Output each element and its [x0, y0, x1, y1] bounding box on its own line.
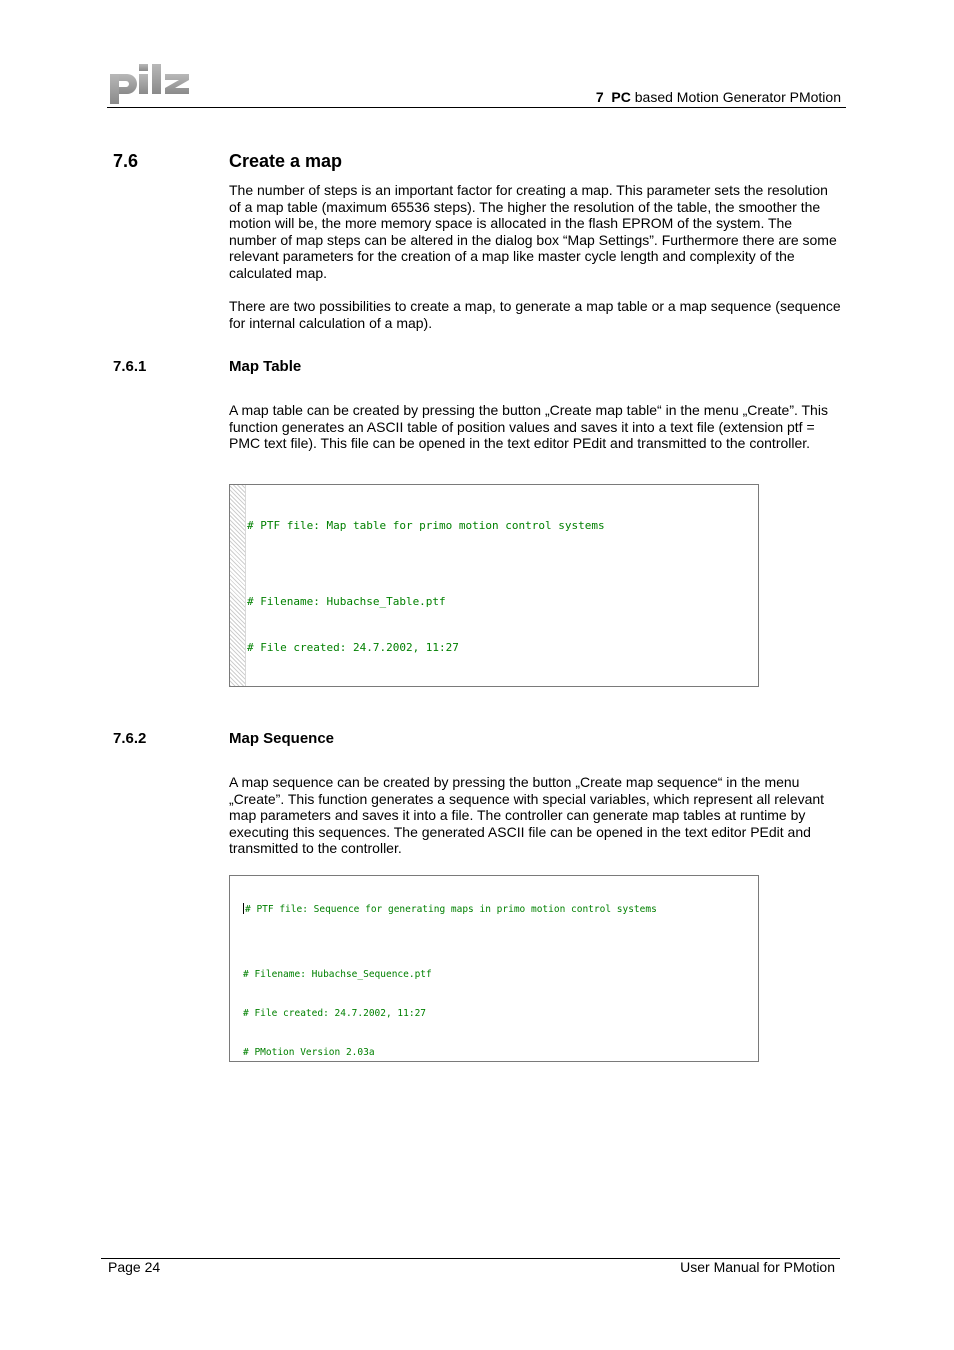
subsection-number: 7.6.2 [113, 730, 147, 747]
code-lines [247, 487, 605, 687]
manual-title: User Manual for PMotion [680, 1259, 835, 1275]
text-cursor [243, 903, 244, 914]
code-lines [243, 877, 657, 1062]
code-line: # PTF file: Map table for primo motion control systems [247, 518, 605, 532]
code-line [243, 903, 657, 916]
section-number: 7.6 [113, 151, 139, 171]
header-rule [107, 107, 846, 108]
header-chapter-title [460, 89, 841, 105]
editor-gutter [230, 485, 246, 686]
section-body [229, 182, 841, 331]
code-line [247, 686, 605, 687]
subsection-title: Map Sequence [229, 730, 335, 747]
section-paragraph: There are two possibilities to create a map, to generate a map table or a map sequence (sequence for internal calculation of a map). [229, 298, 841, 331]
chapter-number: 7 [595, 89, 604, 105]
map-sequence-paragraph: A map sequence can be created by pressing the button „Create map sequence“ in the menu „Create”. This function generates a sequence with special variables, which represent all relevant map parameters and saves it into a file. The controller can generate map tables at runtime by executing this sequences. The generated ASCII file can be opened in the text editor PEdit and transmitted to the controller. [229, 774, 825, 857]
map-table-body [229, 402, 841, 452]
map-table-code-screenshot [229, 484, 759, 687]
code-line: # File created: 24.7.2002, 11:27 [243, 1008, 427, 1019]
code-line: # File created: 24.7.2002, 11:27 [247, 640, 459, 654]
subsection-title: Map Table [229, 358, 302, 375]
section-paragraph: The number of steps is an important factor for creating a map. This parameter sets the resolution of a map table (maximum 65536 steps). The higher the resolution of the table, the smoother the motion will be, the more memory space is allocated in the flash EPROM of the system. The number of map steps can be altered in the dialog box “Map Settings”. Furthermore there are some relevant parameters for the creation of a map like master cycle length and complexity of the calculated map. [229, 182, 837, 281]
map-table-paragraph: A map table can be created by pressing the button „Create map table“ in the menu „Create”. This function generates an ASCII table of position values and saves it into a text file (extension ptf = PMC text file). This file can be opened in the text editor PEdit and transmitted to the controller. [229, 402, 828, 452]
pilz-logo [108, 64, 192, 104]
code-line: # Filename: Hubachse_Table.ptf [247, 595, 446, 609]
page-number: Page 24 [108, 1259, 161, 1275]
subsection-number: 7.6.1 [113, 358, 147, 375]
code-text: # PTF file: Sequence for generating maps in primo motion control systems [245, 904, 657, 915]
code-line: # PMotion Version 2.03a [243, 1047, 375, 1058]
section-title: Create a map [229, 151, 343, 171]
chapter-bold: PC [611, 89, 631, 105]
code-line: # Filename: Hubachse_Sequence.ptf [243, 969, 432, 980]
map-sequence-code-screenshot [229, 875, 759, 1062]
chapter-rest: based Motion Generator PMotion [634, 89, 841, 105]
map-sequence-body [229, 774, 841, 857]
